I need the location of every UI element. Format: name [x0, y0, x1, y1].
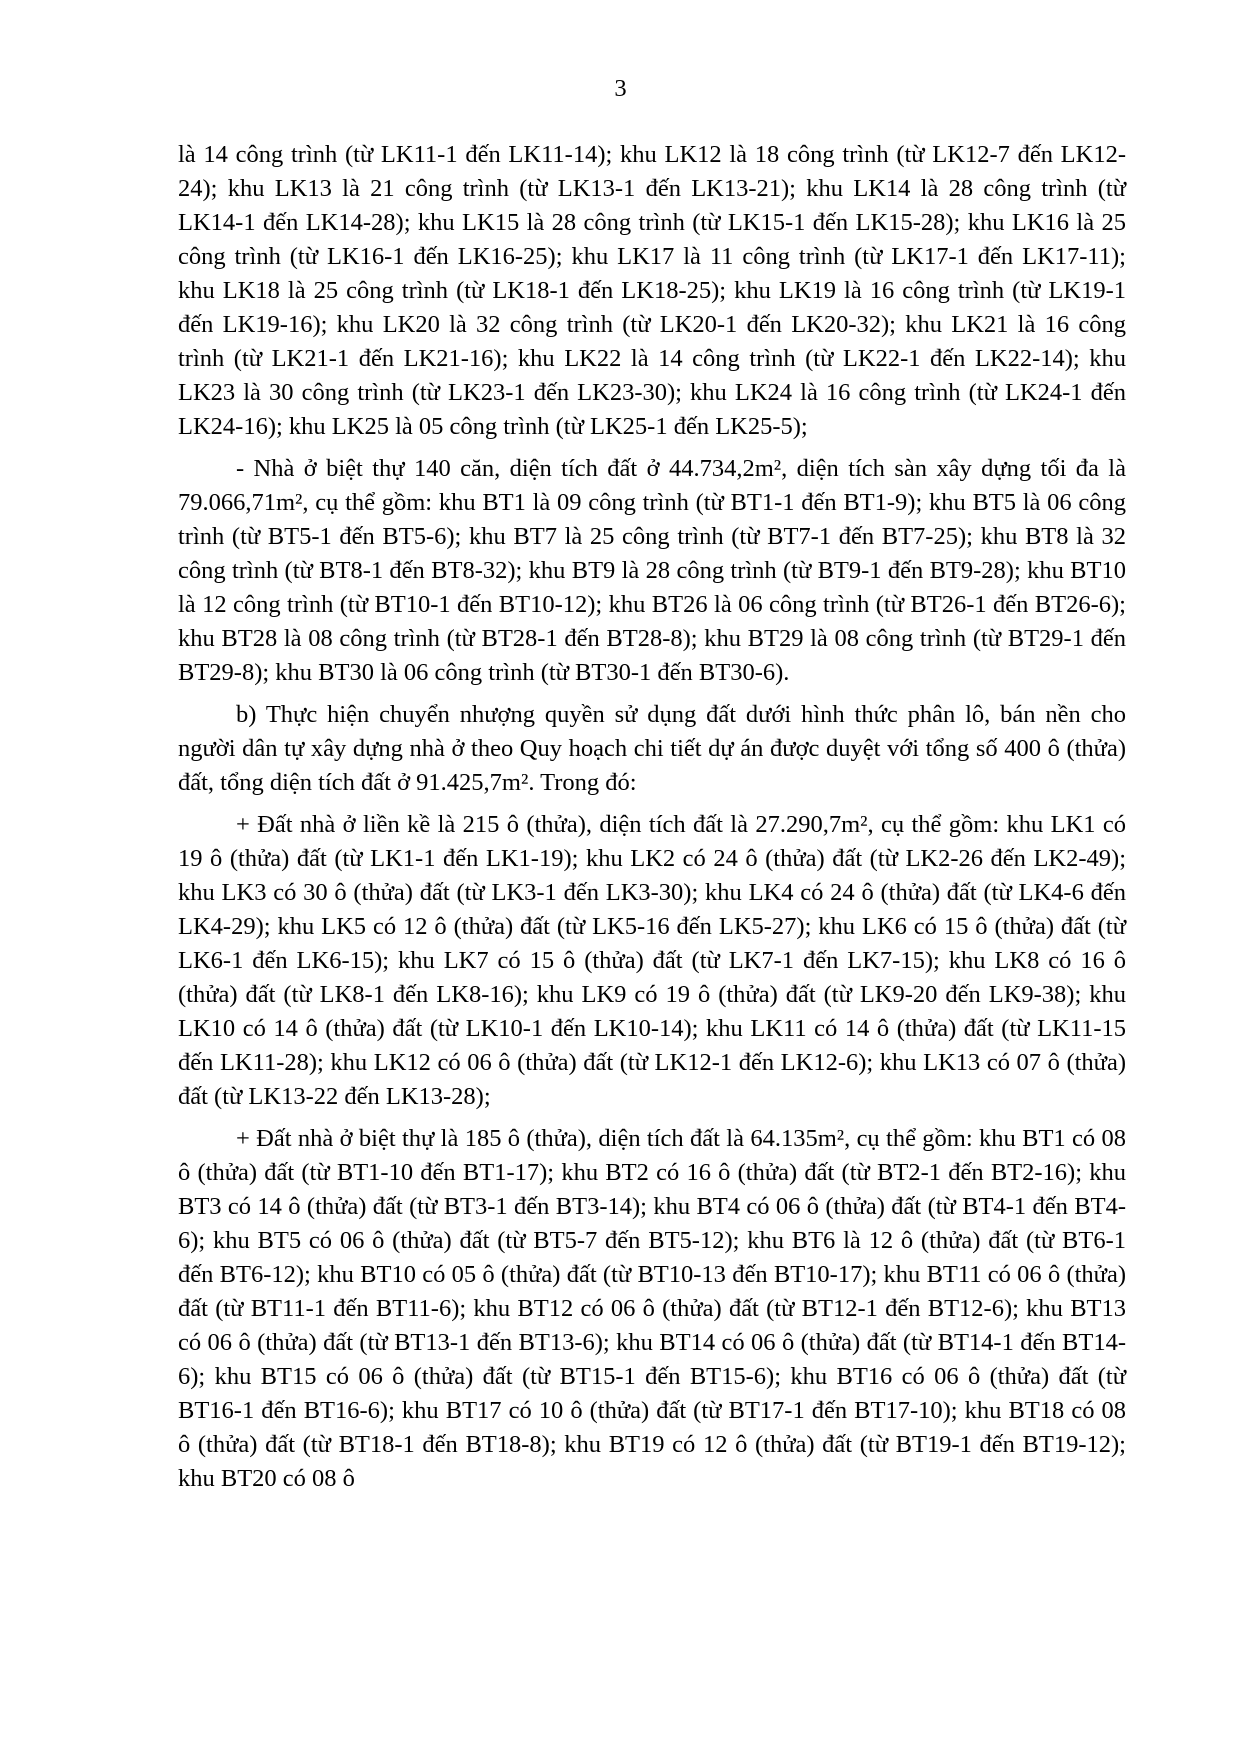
- document-body: [178, 138, 1126, 1496]
- page-number: 3: [614, 75, 627, 102]
- paragraph-adjacent-land: + Đất nhà ở liền kề là 215 ô (thửa), diện tích đất là 27.290,7m², cụ thể gồm: khu LK1 có 19 ô (thửa) đất (từ LK1-1 đến LK1-19); khu LK2 có 24 ô (thửa) đất (từ LK2-26 đến LK2-49); khu LK3 có 30 ô (thửa) đất (từ LK3-1 đến LK3-30); khu LK4 có 24 ô (thửa) đất (từ LK4-6 đến LK4-29); khu LK5 có 12 ô (thửa) đất (từ LK5-16 đến LK5-27); khu LK6 có 15 ô (thửa) đất (từ LK6-1 đến LK6-15); khu LK7 có 15 ô (thửa) đất (từ LK7-1 đến LK7-15); khu LK8 có 16 ô (thửa) đất (từ LK8-1 đến LK8-16); khu LK9 có 19 ô (thửa) đất (từ LK9-20 đến LK9-38); khu LK10 có 14 ô (thửa) đất (từ LK10-1 đến LK10-14); khu LK11 có 14 ô (thửa) đất (từ LK11-15 đến LK11-28); khu LK12 có 06 ô (thửa) đất (từ LK12-1 đến LK12-6); khu LK13 có 07 ô (thửa) đất (từ LK13-22 đến LK13-28);: [178, 811, 1126, 1110]
- paragraph-land-transfer: b) Thực hiện chuyển nhượng quyền sử dụng đất dưới hình thức phân lô, bán nền cho người dân tự xây dựng nhà ở theo Quy hoạch chi tiết dự án được duyệt với tổng số 400 ô (thửa) đất, tổng diện tích đất ở 91.425,7m². Trong đó:: [178, 701, 1126, 796]
- paragraph-villa-land: + Đất nhà ở biệt thự là 185 ô (thửa), diện tích đất là 64.135m², cụ thể gồm: khu BT1 có 08 ô (thửa) đất (từ BT1-10 đến BT1-17); khu BT2 có 16 ô (thửa) đất (từ BT2-1 đến BT2-16); khu BT3 có 14 ô (thửa) đất (từ BT3-1 đến BT3-14); khu BT4 có 06 ô (thửa) đất (từ BT4-1 đến BT4-6); khu BT5 có 06 ô (thửa) đất (từ BT5-7 đến BT5-12); khu BT6 là 12 ô (thửa) đất (từ BT6-1 đến BT6-12); khu BT10 có 05 ô (thửa) đất (từ BT10-13 đến BT10-17); khu BT11 có 06 ô (thửa) đất (từ BT11-1 đến BT11-6); khu BT12 có 06 ô (thửa) đất (từ BT12-1 đến BT12-6); khu BT13 có 06 ô (thửa) đất (từ BT13-1 đến BT13-6); khu BT14 có 06 ô (thửa) đất (từ BT14-1 đến BT14-6); khu BT15 có 06 ô (thửa) đất (từ BT15-1 đến BT15-6); khu BT16 có 06 ô (thửa) đất (từ BT16-1 đến BT16-6); khu BT17 có 10 ô (thửa) đất (từ BT17-1 đến BT17-10); khu BT18 có 08 ô (thửa) đất (từ BT18-1 đến BT18-8); khu BT19 có 12 ô (thửa) đất (từ BT19-1 đến BT19-12); khu BT20 có 08 ô: [178, 1125, 1126, 1492]
- paragraph-lk-continuation: là 14 công trình (từ LK11-1 đến LK11-14); khu LK12 là 18 công trình (từ LK12-7 đến LK12-24); khu LK13 là 21 công trình (từ LK13-1 đến LK13-21); khu LK14 là 28 công trình (từ LK14-1 đến LK14-28); khu LK15 là 28 công trình (từ LK15-1 đến LK15-28); khu LK16 là 25 công trình (từ LK16-1 đến LK16-25); khu LK17 là 11 công trình (từ LK17-1 đến LK17-11); khu LK18 là 25 công trình (từ LK18-1 đến LK18-25); khu LK19 là 16 công trình (từ LK19-1 đến LK19-16); khu LK20 là 32 công trình (từ LK20-1 đến LK20-32); khu LK21 là 16 công trình (từ LK21-1 đến LK21-16); khu LK22 là 14 công trình (từ LK22-1 đến LK22-14); khu LK23 là 30 công trình (từ LK23-1 đến LK23-30); khu LK24 là 16 công trình (từ LK24-1 đến LK24-16); khu LK25 là 05 công trình (từ LK25-1 đến LK25-5);: [178, 141, 1126, 440]
- paragraph-villa-houses: - Nhà ở biệt thự 140 căn, diện tích đất ở 44.734,2m², diện tích sàn xây dựng tối đa là 79.066,71m², cụ thể gồm: khu BT1 là 09 công trình (từ BT1-1 đến BT1-9); khu BT5 là 06 công trình (từ BT5-1 đến BT5-6); khu BT7 là 25 công trình (từ BT7-1 đến BT7-25); khu BT8 là 32 công trình (từ BT8-1 đến BT8-32); khu BT9 là 28 công trình (từ BT9-1 đến BT9-28); khu BT10 là 12 công trình (từ BT10-1 đến BT10-12); khu BT26 là 06 công trình (từ BT26-1 đến BT26-6); khu BT28 là 08 công trình (từ BT28-1 đến BT28-8); khu BT29 là 08 công trình (từ BT29-1 đến BT29-8); khu BT30 là 06 công trình (từ BT30-1 đến BT30-6).: [178, 455, 1126, 686]
